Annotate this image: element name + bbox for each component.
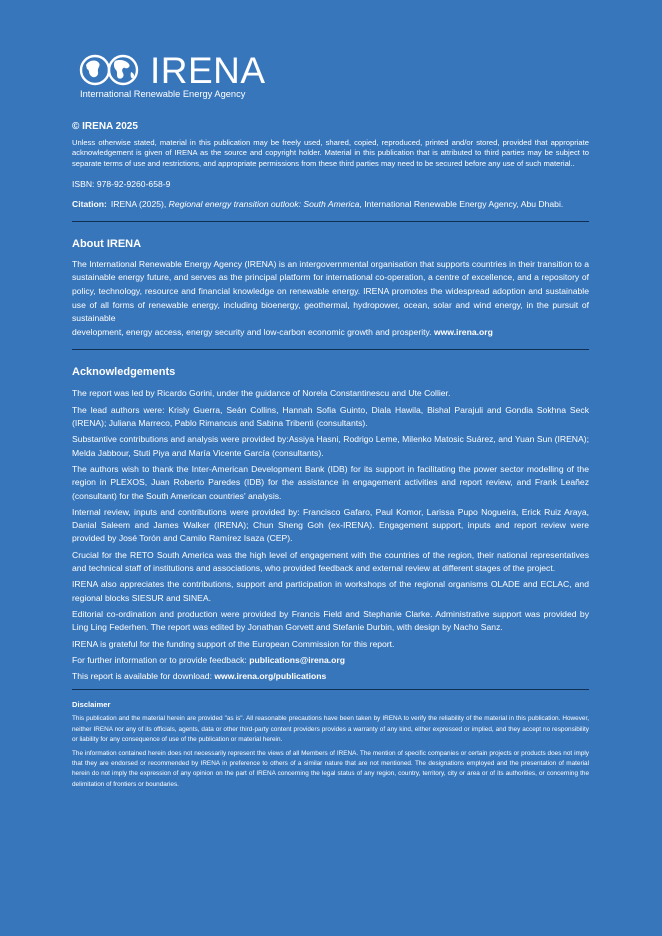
globe-logo-icon xyxy=(79,52,149,88)
citation-suffix: , International Renewable Energy Agency, Abu Dhabi. xyxy=(359,198,564,209)
logo-wordmark: IRENA xyxy=(150,50,266,91)
ack-paragraph: Substantive contributions and analysis were provided by:Assiya Hasni, Rodrigo Leme, Milenko Matosic Suárez, and Yuan Sun (IRENA); Melda Jabbour, Stuti Piya and María Vicente García (consultants). xyxy=(72,434,589,458)
citation-body xyxy=(111,198,589,211)
main-content xyxy=(72,121,589,790)
citation-label: Citation: xyxy=(72,198,107,209)
citation xyxy=(72,198,589,211)
ack-paragraph: Internal review, inputs and contributions were provided by: Francisco Gafaro, Paul Komor, Larissa Pupo Nogueira, Erick Ruiz Araya, Danial Saleem and James Walker (IRENA); Chun Sheng Goh (ex-IRENA). Engagement support, inputs and report review were provided by José Torón and Camilo Ramírez Isaza (CEP). xyxy=(72,506,589,544)
ack-paragraph: The report was led by Ricardo Gorini, under the guidance of Norela Constantinescu and Ute Collier. xyxy=(72,388,451,399)
feedback-prefix: For further information or to provide feedback: xyxy=(72,654,247,665)
acknowledgements-heading: Acknowledgements xyxy=(72,366,176,379)
ack-paragraph: IRENA also appreciates the contributions, support and participation in workshops of the regional organisms OLADE and ECLAC, and regional blocks SIESUR and SINEA. xyxy=(72,579,589,603)
disclaimer-heading: Disclaimer xyxy=(72,700,111,710)
irena-logo xyxy=(79,52,269,102)
feedback-line xyxy=(72,654,589,667)
ack-paragraph: Editorial co-ordination and production were provided by Francis Field and Stephanie Clarke. Administrative support was provided by Ling Ling Federhen. The report was edited by Jonathan Gorvett and Stefanie Durbin, with design by Nacho Sanz. xyxy=(72,608,589,633)
divider xyxy=(72,221,589,222)
divider xyxy=(72,349,589,350)
citation-title: Regional energy transition outlook: South America xyxy=(168,198,360,209)
logo-tagline: International Renewable Energy Agency xyxy=(80,89,246,99)
feedback-email-link[interactable]: publications@irena.org xyxy=(249,654,345,665)
download-link[interactable]: www.irena.org/publications xyxy=(214,671,327,682)
about-heading: About IRENA xyxy=(72,237,142,250)
ack-paragraph: IRENA is grateful for the funding support of the European Commission for this report. xyxy=(72,638,395,649)
disclaimer-paragraph: The information contained herein does not necessarily represent the views of all Members of IRENA. The mention of specific companies or certain projects or products does not imply that they are endorsed or recommended by IRENA in preference to others of a similar nature that are not mentioned. The designations employed and the presentation of material herein do not imply the expression of any opinion on the part of IRENA concerning the legal status of any region, country, territory, city or area or of its authorities, or concerning the delimitation of frontiers or boundaries. xyxy=(72,750,589,788)
about-last-text: development, energy access, energy security and low-carbon economic growth and prosperity. xyxy=(72,326,432,337)
ack-paragraph: The authors wish to thank the Inter-American Development Bank (IDB) for its support in facilitating the power sector modelling of the region in PLEXOS, Juan Roberto Paredes (IDB) for the assistance in engagement activities and report review, and Frank Leañez (consultant) for the South American countries' analysis. xyxy=(72,463,589,501)
irena-website-link[interactable]: www.irena.org xyxy=(433,326,493,337)
isbn: ISBN: 978-92-9260-658-9 xyxy=(72,178,171,189)
ack-paragraph: Crucial for the RETO South America was the high level of engagement with the countries of the region, their national representatives and technical staff of institutions and associations, who provided feedback and external review at different stages of the project. xyxy=(72,549,589,574)
download-prefix: This report is available for download: xyxy=(72,671,212,682)
usage-notice: Unless otherwise stated, material in this publication may be freely used, shared, copied, reproduced, printed and/or stored, provided that appropriate acknowledgement is given of IRENA as the source and copyright holder. Material in this publication that is attributed to third parties may be subject to separate terms of use and restrictions, and appropriate permissions from these third parties may need to be secured before any use of such material.. xyxy=(72,138,589,168)
about-text: The International Renewable Energy Agency (IRENA) is an intergovernmental organisation that supports countries in their transition to a sustainable energy future, and serves as the principal platform for international co-operation, a centre of excellence, and a repository of policy, technology, resource and financial knowledge on renewable energy. IRENA promotes the widespread adoption and sustainable use of all forms of renewable energy, including bioenergy, geothermal, hydropower, ocean, solar and wind energy, in the pursuit of sustainable xyxy=(72,258,589,324)
copyright: © IRENA 2025 xyxy=(72,121,138,132)
citation-prefix: IRENA (2025), xyxy=(110,198,167,209)
download-line xyxy=(72,670,589,683)
disclaimer-paragraph: This publication and the material herein are provided "as is". All reasonable precautions have been taken by IRENA to verify the reliability of the material in this publication. However, neither IRENA nor any of its officials, agents, data or other third-party content providers provides a warranty of any kind, either expressed or implied, and they accept no responsibility or liability for any consequence of use of the publication or material herein. xyxy=(72,715,589,743)
divider xyxy=(72,689,589,690)
ack-paragraph: The lead authors were: Krisly Guerra, Seán Collins, Hannah Sofia Guinto, Diala Hawila, Bishal Parajuli and Gondia Sokhna Seck (IRENA); Juliana Marreco, Pablo Rimancus and Sabina Tribenti (consultants). xyxy=(72,404,589,429)
about-last-line xyxy=(72,326,589,340)
